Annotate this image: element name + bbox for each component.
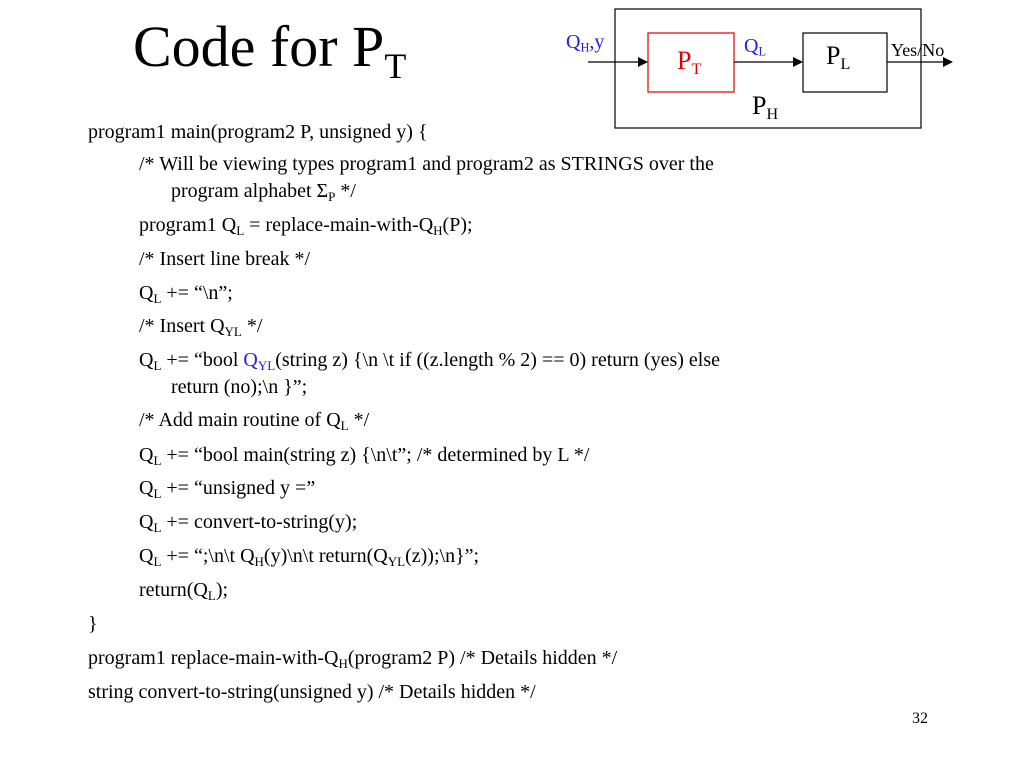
code-text: program1 Q bbox=[139, 214, 237, 236]
code-line bbox=[139, 315, 263, 339]
code-sub: L bbox=[236, 223, 245, 238]
ql-main: Q bbox=[744, 35, 759, 57]
code-sub: L bbox=[207, 588, 216, 603]
ql-label bbox=[744, 35, 767, 59]
code-sub: L bbox=[153, 554, 162, 569]
code-sub: H bbox=[338, 656, 348, 671]
code-line bbox=[139, 444, 590, 468]
code-line bbox=[88, 647, 618, 671]
code-text: Q bbox=[243, 349, 258, 371]
code-text: (string z) {\n \t if ((z.length % 2) == 0) return (yes) else bbox=[275, 349, 720, 371]
code-text: Q bbox=[139, 545, 154, 567]
code-text: += “;\n\t Q bbox=[161, 545, 255, 567]
code-text: (z));\n}”; bbox=[405, 545, 480, 567]
code-text: (P); bbox=[442, 214, 473, 236]
code-text: += convert-to-string(y); bbox=[161, 511, 358, 533]
code-line bbox=[139, 545, 480, 569]
code-text: Q bbox=[139, 511, 154, 533]
title-subscript: T bbox=[384, 46, 407, 86]
pl-sub: L bbox=[840, 55, 851, 73]
input-label bbox=[566, 31, 605, 55]
code-line bbox=[139, 214, 473, 238]
code-text: = replace-main-with-Q bbox=[244, 214, 434, 236]
code-text: Q bbox=[139, 282, 154, 304]
pt-main: P bbox=[677, 46, 692, 75]
ph-label bbox=[752, 91, 779, 123]
code-line: /* Will be viewing types program1 and program2 as STRINGS over the bbox=[139, 153, 714, 175]
pt-sub: T bbox=[691, 60, 702, 78]
code-text: /* Insert Q bbox=[139, 315, 225, 337]
qyl-highlight bbox=[243, 349, 275, 371]
code-text: /* Add main routine of Q bbox=[139, 409, 341, 431]
code-text: += “\n”; bbox=[161, 282, 233, 304]
pl-main: P bbox=[826, 41, 841, 70]
code-sub: L bbox=[153, 520, 162, 535]
code-text: */ bbox=[335, 180, 356, 202]
ql-arrowhead bbox=[793, 57, 803, 67]
code-line bbox=[139, 511, 358, 535]
input-q: Q bbox=[566, 31, 581, 53]
code-text: Q bbox=[139, 444, 154, 466]
code-text: */ bbox=[241, 315, 263, 337]
code-line: return (no);\n }”; bbox=[171, 376, 308, 398]
code-text: return(Q bbox=[139, 579, 208, 601]
code-sub: YL bbox=[224, 324, 242, 339]
pt-label bbox=[677, 46, 702, 78]
ph-main: P bbox=[752, 91, 767, 120]
code-line: } bbox=[88, 613, 98, 635]
code-line bbox=[171, 180, 356, 204]
code-line: string convert-to-string(unsigned y) /* Details hidden */ bbox=[88, 681, 536, 703]
code-sub: L bbox=[340, 418, 349, 433]
code-line bbox=[139, 349, 720, 373]
code-sub: L bbox=[153, 358, 162, 373]
code-sub: YL bbox=[387, 554, 406, 569]
code-line: /* Insert line break */ bbox=[139, 248, 311, 270]
input-arrowhead bbox=[638, 57, 648, 67]
code-text: Q bbox=[139, 349, 154, 371]
code-text: ); bbox=[215, 579, 229, 601]
code-line bbox=[139, 477, 316, 501]
code-sub: H bbox=[433, 223, 443, 238]
code-sub: L bbox=[153, 486, 162, 501]
code-text: (program2 P) /* Details hidden */ bbox=[347, 647, 618, 669]
ph-sub: H bbox=[766, 105, 779, 123]
code-sub: YL bbox=[257, 358, 276, 373]
input-q-sub: H bbox=[580, 40, 590, 55]
code-text: Q bbox=[139, 477, 154, 499]
output-label: Yes/No bbox=[891, 40, 945, 60]
pl-label bbox=[826, 41, 851, 73]
code-sub: L bbox=[153, 453, 162, 468]
input-y: ,y bbox=[589, 31, 605, 53]
code-text: += “bool main(string z) {\n\t”; /* determined by L */ bbox=[161, 444, 590, 466]
page-number: 32 bbox=[912, 710, 928, 727]
code-sub: H bbox=[254, 554, 264, 569]
output-arrowhead bbox=[943, 57, 953, 67]
code-text: */ bbox=[348, 409, 370, 431]
sigma-symbol: Σ bbox=[316, 180, 329, 202]
code-text: program1 replace-main-with-Q bbox=[88, 647, 339, 669]
code-line bbox=[139, 282, 233, 306]
code-text: program alphabet bbox=[171, 180, 317, 202]
code-text: (y)\n\t return(Q bbox=[263, 545, 388, 567]
title-main: Code for P bbox=[133, 14, 385, 79]
program-diagram bbox=[0, 0, 1024, 143]
code-text: += “bool bbox=[161, 349, 244, 371]
code-sub: P bbox=[328, 189, 336, 204]
code-line: program1 main(program2 P, unsigned y) { bbox=[88, 121, 428, 143]
code-line bbox=[139, 409, 370, 433]
code-text: += “unsigned y =” bbox=[161, 477, 316, 499]
code-line bbox=[139, 579, 229, 603]
code-sub: L bbox=[153, 291, 162, 306]
ql-sub: L bbox=[758, 44, 767, 59]
